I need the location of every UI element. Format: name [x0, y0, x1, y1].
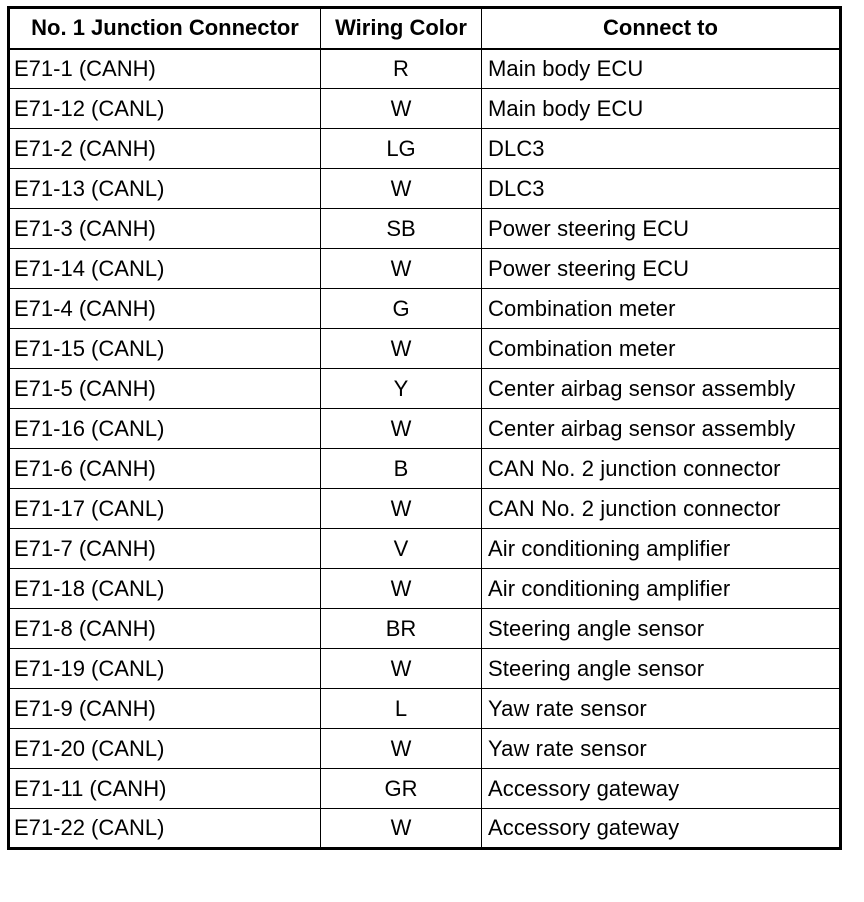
- wiring-color-cell: SB: [321, 209, 482, 249]
- table-row: [9, 89, 841, 129]
- connect-to-cell: Main body ECU: [482, 89, 841, 129]
- table-row: [9, 689, 841, 729]
- junction-connector-cell: E71-16 (CANL): [9, 409, 321, 449]
- junction-connector-cell: E71-9 (CANH): [9, 689, 321, 729]
- wiring-color-cell: W: [321, 89, 482, 129]
- junction-connector-cell: E71-6 (CANH): [9, 449, 321, 489]
- table-row: [9, 529, 841, 569]
- table-row: [9, 489, 841, 529]
- connect-to-cell: Center airbag sensor assembly: [482, 369, 841, 409]
- connect-to-cell: DLC3: [482, 169, 841, 209]
- connect-to-cell: Main body ECU: [482, 49, 841, 89]
- table-row: [9, 649, 841, 689]
- connect-to-cell: Steering angle sensor: [482, 649, 841, 689]
- table-row: [9, 729, 841, 769]
- table-row: [9, 569, 841, 609]
- connect-to-cell: Steering angle sensor: [482, 609, 841, 649]
- wiring-color-cell: W: [321, 809, 482, 849]
- connect-to-cell: Center airbag sensor assembly: [482, 409, 841, 449]
- wiring-color-cell: W: [321, 249, 482, 289]
- connect-to-cell: Accessory gateway: [482, 769, 841, 809]
- wiring-color-cell: G: [321, 289, 482, 329]
- junction-connector-cell: E71-17 (CANL): [9, 489, 321, 529]
- wiring-color-cell: LG: [321, 129, 482, 169]
- table-row: [9, 49, 841, 89]
- junction-connector-cell: E71-5 (CANH): [9, 369, 321, 409]
- junction-connector-cell: E71-1 (CANH): [9, 49, 321, 89]
- junction-connector-cell: E71-7 (CANH): [9, 529, 321, 569]
- wiring-color-cell: W: [321, 569, 482, 609]
- junction-connector-cell: E71-22 (CANL): [9, 809, 321, 849]
- wiring-color-cell: W: [321, 489, 482, 529]
- junction-connector-cell: E71-12 (CANL): [9, 89, 321, 129]
- header-row: [9, 8, 841, 49]
- junction-connector-cell: E71-13 (CANL): [9, 169, 321, 209]
- table-row: [9, 449, 841, 489]
- connect-to-cell: Combination meter: [482, 329, 841, 369]
- connect-to-cell: Yaw rate sensor: [482, 729, 841, 769]
- wiring-color-cell: W: [321, 729, 482, 769]
- connect-to-cell: Air conditioning amplifier: [482, 529, 841, 569]
- wiring-color-cell: Y: [321, 369, 482, 409]
- junction-connector-cell: E71-4 (CANH): [9, 289, 321, 329]
- junction-connector-cell: E71-19 (CANL): [9, 649, 321, 689]
- wiring-color-cell: W: [321, 169, 482, 209]
- table-row: [9, 809, 841, 849]
- header-junction-connector: No. 1 Junction Connector: [9, 8, 321, 49]
- junction-connector-cell: E71-18 (CANL): [9, 569, 321, 609]
- table-row: [9, 329, 841, 369]
- connect-to-cell: Power steering ECU: [482, 209, 841, 249]
- table-row: [9, 289, 841, 329]
- table-row: [9, 129, 841, 169]
- junction-connector-cell: E71-3 (CANH): [9, 209, 321, 249]
- connect-to-cell: Air conditioning amplifier: [482, 569, 841, 609]
- table-body: [9, 49, 841, 849]
- table-row: [9, 169, 841, 209]
- wiring-color-cell: R: [321, 49, 482, 89]
- junction-connector-cell: E71-14 (CANL): [9, 249, 321, 289]
- connect-to-cell: Power steering ECU: [482, 249, 841, 289]
- wiring-color-cell: B: [321, 449, 482, 489]
- wiring-color-cell: V: [321, 529, 482, 569]
- junction-connector-table: [7, 6, 842, 850]
- table-row: [9, 409, 841, 449]
- table-row: [9, 769, 841, 809]
- junction-connector-cell: E71-2 (CANH): [9, 129, 321, 169]
- connect-to-cell: Combination meter: [482, 289, 841, 329]
- table-row: [9, 209, 841, 249]
- junction-connector-cell: E71-20 (CANL): [9, 729, 321, 769]
- header-wiring-color: Wiring Color: [321, 8, 482, 49]
- junction-connector-cell: E71-8 (CANH): [9, 609, 321, 649]
- connect-to-cell: DLC3: [482, 129, 841, 169]
- connect-to-cell: CAN No. 2 junction connector: [482, 449, 841, 489]
- table-header: [9, 8, 841, 49]
- junction-connector-cell: E71-15 (CANL): [9, 329, 321, 369]
- connect-to-cell: CAN No. 2 junction connector: [482, 489, 841, 529]
- header-connect-to: Connect to: [482, 8, 841, 49]
- wiring-color-cell: GR: [321, 769, 482, 809]
- wiring-color-cell: W: [321, 649, 482, 689]
- connect-to-cell: Yaw rate sensor: [482, 689, 841, 729]
- wiring-color-cell: BR: [321, 609, 482, 649]
- connect-to-cell: Accessory gateway: [482, 809, 841, 849]
- wiring-color-cell: L: [321, 689, 482, 729]
- table-row: [9, 249, 841, 289]
- table-row: [9, 369, 841, 409]
- wiring-color-cell: W: [321, 409, 482, 449]
- wiring-color-cell: W: [321, 329, 482, 369]
- table-row: [9, 609, 841, 649]
- junction-connector-cell: E71-11 (CANH): [9, 769, 321, 809]
